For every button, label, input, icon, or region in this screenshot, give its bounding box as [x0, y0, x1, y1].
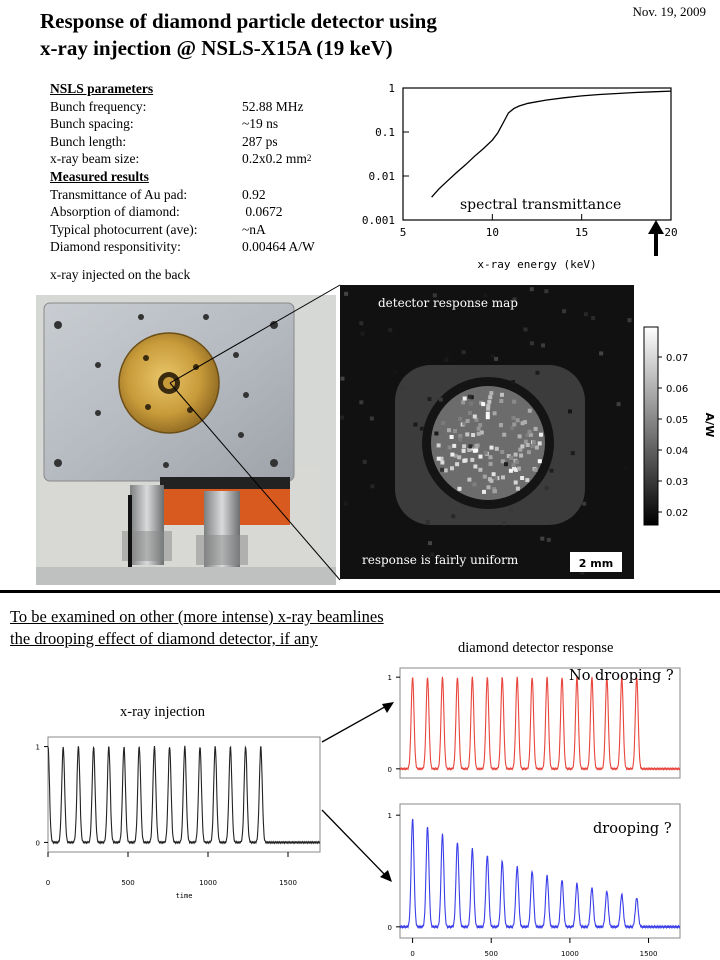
measured-results-header: Measured results: [50, 168, 149, 184]
x-tick-label: 500: [121, 879, 135, 887]
y-tick-label: 1: [387, 812, 392, 821]
param-row: x-ray beam size: 0.2x0.2 mm 2: [50, 151, 312, 167]
no-drooping-plot: [388, 668, 680, 778]
arrow-to-blue-icon: [322, 810, 392, 882]
colorbar-tick-label: 0.05: [666, 415, 689, 426]
no-drooping-label: No drooping ?: [569, 668, 674, 684]
title-line-1: Response of diamond particle detector using: [40, 9, 437, 33]
x-tick-label: 15: [575, 226, 589, 239]
note-line-1: To be examined on other (more intense) x-ray beamlines: [10, 607, 384, 626]
x-axis-label: time: [175, 892, 193, 900]
y-tick-label: 0.001: [361, 214, 395, 227]
x-axis-label: x-ray energy (keV): [477, 258, 597, 271]
result-row: Transmittance of Au pad: 0.92: [50, 186, 266, 202]
waveform-line: [48, 746, 320, 843]
result-row: Absorption of diamond: 0.0672: [50, 204, 283, 220]
map-title: detector response map: [378, 296, 518, 310]
y-tick-label: 0: [387, 765, 392, 774]
x-tick-label: 20: [664, 226, 678, 239]
scale-bar-label: 2 mm: [578, 557, 614, 570]
x-tick-label: 10: [485, 226, 499, 239]
injection-plot: [36, 737, 320, 900]
x-tick-label: 1000: [560, 950, 579, 958]
waveform-line: [400, 677, 680, 770]
colorbar-tick-label: 0.03: [666, 477, 689, 488]
x-tick-label: 1000: [199, 879, 217, 887]
param-row: Bunch length: 287 ps: [50, 133, 278, 149]
y-tick-label: 1: [387, 674, 392, 683]
y-tick-label: 0: [35, 839, 40, 848]
param-row: Bunch frequency: 52.88 MHz: [50, 98, 304, 114]
detector-response-title: diamond detector response: [458, 640, 614, 656]
colorbar-tick-label: 0.04: [666, 446, 689, 457]
injection-title: x-ray injection: [120, 704, 205, 720]
waveform-area: [0, 660, 720, 960]
y-tick-label: 1: [388, 82, 395, 95]
section-divider: [0, 590, 720, 593]
y-tick-label: 1: [35, 743, 40, 752]
colorbar-tick-label: 0.06: [666, 384, 689, 395]
param-row: Bunch spacing: ~19 ns: [50, 116, 279, 132]
result-row: Diamond responsitivity: 0.00464 A/W: [50, 239, 315, 255]
spectral-transmittance-label: spectral transmittance: [460, 197, 622, 213]
colorbar-tick-label: 0.02: [666, 508, 689, 519]
date-label: Nov. 19, 2009: [632, 4, 706, 19]
x-tick-label: 500: [484, 950, 498, 958]
nsls-parameters-header: NSLS parameters: [50, 81, 154, 96]
x-tick-label: 5: [399, 226, 407, 239]
note-line-2: the drooping effect of diamond detector, if any: [10, 629, 318, 648]
injection-note: x-ray injected on the back: [50, 266, 191, 282]
arrow-to-red-icon: [322, 702, 394, 742]
title-line-2: x-ray injection @ NSLS-X15A (19 keV): [40, 36, 393, 60]
y-tick-label: 0.01: [368, 170, 395, 183]
y-tick-label: 0: [387, 923, 392, 932]
map-caption: response is fairly uniform: [362, 553, 519, 567]
y-tick-label: 0.1: [375, 126, 395, 139]
x-tick-label: 0: [410, 950, 415, 958]
result-row: Typical photocurrent (ave): ~nA: [50, 221, 266, 237]
drooping-label: drooping ?: [593, 821, 672, 837]
colorbar-label: A/W: [703, 412, 716, 438]
bottom-notes: [10, 606, 384, 650]
x-tick-label: 1500: [639, 950, 658, 958]
superscript: 2: [306, 153, 312, 164]
colorbar-tick-label: 0.07: [666, 353, 689, 364]
x-tick-label: 0: [45, 879, 51, 887]
x-tick-label: 1500: [279, 879, 297, 887]
